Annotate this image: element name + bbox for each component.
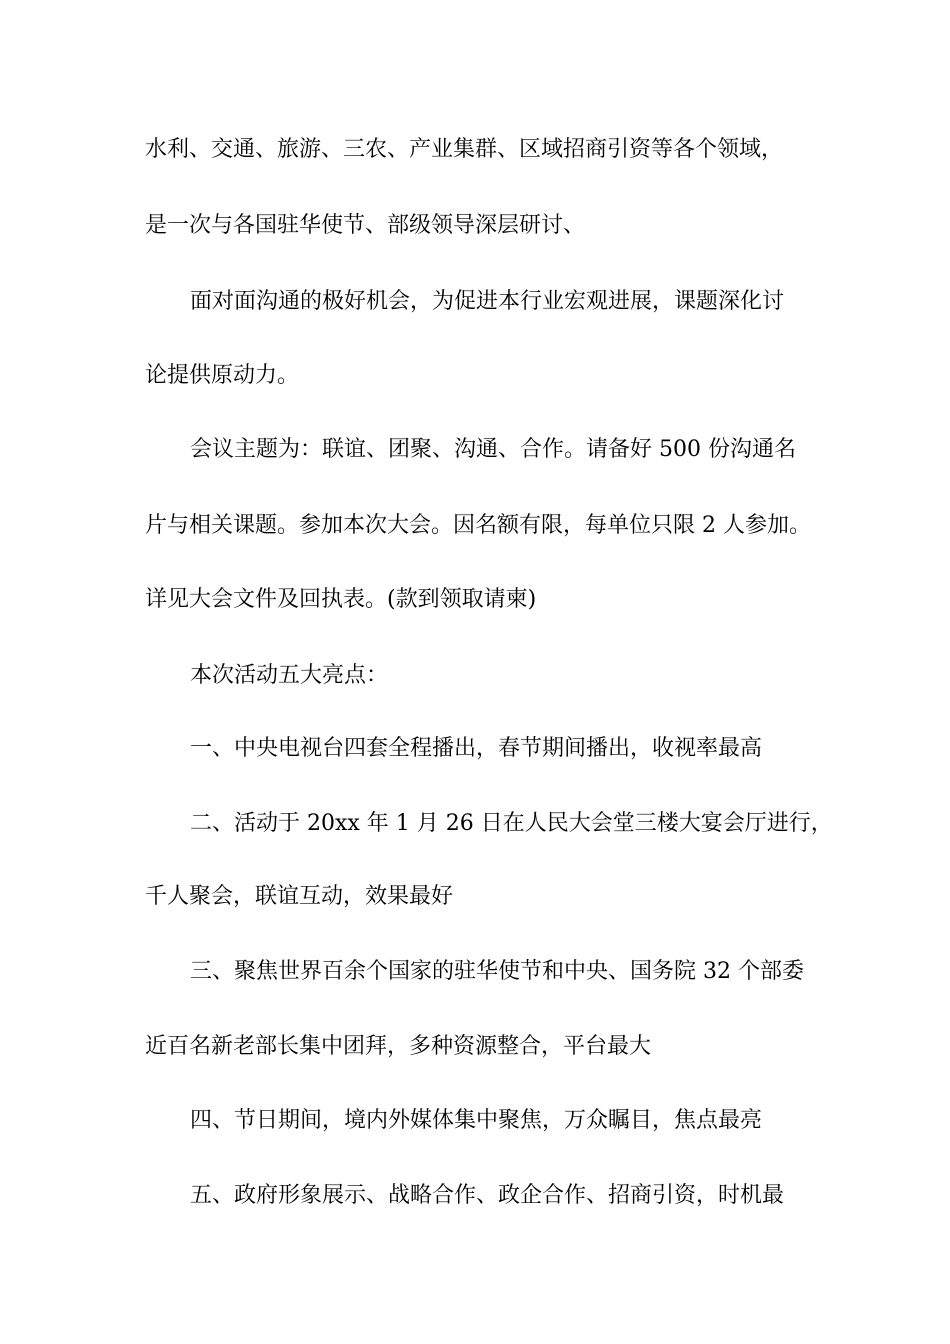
text-line-6: 片与相关课题。参加本次大会。因名额有限，每单位只限 2 人参加。 — [145, 513, 811, 538]
text-line-2: 是一次与各国驻华使节、部级领导深层研讨、 — [145, 213, 586, 238]
highlight-item-1: 一、中央电视台四套全程播出，春节期间播出，收视率最高 — [190, 736, 763, 761]
highlight-item-3: 三、聚焦世界百余个国家的驻华使节和中央、国务院 32 个部委 — [190, 959, 804, 984]
text-line-7: 详见大会文件及回执表。(款到领取请柬) — [145, 587, 537, 612]
paragraph-line-5: 会议主题为：联谊、团聚、沟通、合作。请备好 500 份沟通名 — [190, 437, 796, 462]
paragraph-line-8: 本次活动五大亮点： — [190, 663, 389, 688]
highlight-item-2-continued: 千人聚会，联谊互动，效果最好 — [145, 884, 454, 909]
paragraph-line-3: 面对面沟通的极好机会，为促进本行业宏观进展，课题深化讨 — [190, 289, 785, 314]
text-line-1: 水利、交通、旅游、三农、产业集群、区域招商引资等各个领域， — [145, 137, 784, 162]
highlight-item-5: 五、政府形象展示、战略合作、政企合作、招商引资，时机最 — [190, 1183, 785, 1208]
highlight-item-2: 二、活动于 20xx 年 1 月 26 日在人民大会堂三楼大宴会厅进行， — [190, 811, 833, 836]
text-line-4: 论提供原动力。 — [145, 363, 300, 388]
highlight-item-3-continued: 近百名新老部长集中团拜，多种资源整合，平台最大 — [145, 1034, 652, 1059]
highlight-item-4: 四、节日期间，境内外媒体集中聚焦，万众瞩目，焦点最亮 — [190, 1108, 763, 1133]
